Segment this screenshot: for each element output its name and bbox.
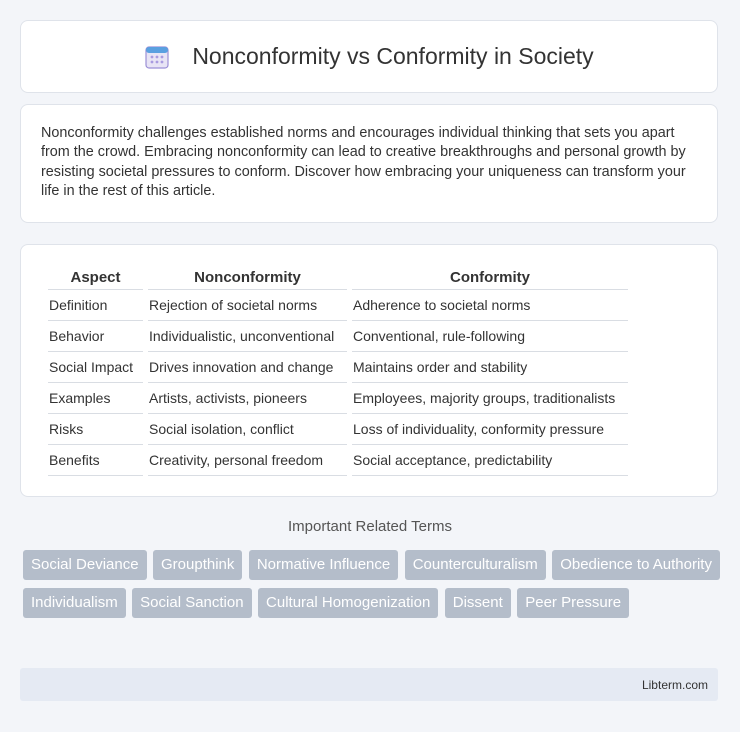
table-cell: Artists, activists, pioneers [148,383,347,414]
table-cell: Loss of individuality, conformity pressure [352,414,628,445]
tag-social-sanction[interactable]: Social Sanction [132,588,251,618]
related-terms-list [23,550,723,626]
table-cell: Individualistic, unconventional [148,321,347,352]
column-header-nonconformity: Nonconformity [148,265,347,290]
table-cell: Drives innovation and change [148,352,347,383]
table-cell: Social acceptance, predictability [352,445,628,476]
intro-card [20,104,718,223]
table-cell: Examples [48,383,143,414]
table-cell: Rejection of societal norms [148,290,347,321]
tag-social-deviance[interactable]: Social Deviance [23,550,147,580]
footer-site-link[interactable]: Libterm.com [641,678,708,692]
column-header-conformity: Conformity [352,265,628,290]
table-row [48,290,628,321]
table-cell: Behavior [48,321,143,352]
page-title-text: Nonconformity vs Conformity in Society [192,43,594,69]
comparison-table [43,265,633,476]
intro-text: Nonconformity challenges established norms and encourages individual thinking that sets you apart from the crowd. Embracing nonconformity can lead to creative breakthroughs and personal growth by resisting societal pressures to conform. Discover how embracing your uniqueness can transform your life in the rest of this article. [41,125,686,200]
table-cell: Conventional, rule-following [352,321,628,352]
table-row [48,383,628,414]
table-cell: Maintains order and stability [352,352,628,383]
table-cell: Creativity, personal freedom [148,445,347,476]
table-cell: Employees, majority groups, traditionalists [352,383,628,414]
footer [20,668,718,701]
header-card [20,20,718,93]
tag-obedience-to-authority[interactable]: Obedience to Authority [552,550,720,580]
table-cell: Risks [48,414,143,445]
related-terms-title: Important Related Terms [288,518,452,535]
table-row [48,414,628,445]
tag-individualism[interactable]: Individualism [23,588,126,618]
table-row [48,445,628,476]
calendar-icon [144,44,170,70]
table-cell: Adherence to societal norms [352,290,628,321]
tag-peer-pressure[interactable]: Peer Pressure [517,588,629,618]
table-cell: Social Impact [48,352,143,383]
comparison-table-card [20,244,718,497]
table-row [48,352,628,383]
tag-normative-influence[interactable]: Normative Influence [249,550,398,580]
page-title [144,43,593,70]
table-header-row [48,265,628,290]
tag-dissent[interactable]: Dissent [445,588,511,618]
tag-groupthink[interactable]: Groupthink [153,550,242,580]
tag-counterculturalism[interactable]: Counterculturalism [405,550,546,580]
tag-cultural-homogenization[interactable]: Cultural Homogenization [258,588,438,618]
table-cell: Benefits [48,445,143,476]
table-cell: Definition [48,290,143,321]
table-cell: Social isolation, conflict [148,414,347,445]
column-header-aspect: Aspect [48,265,143,290]
table-row [48,321,628,352]
